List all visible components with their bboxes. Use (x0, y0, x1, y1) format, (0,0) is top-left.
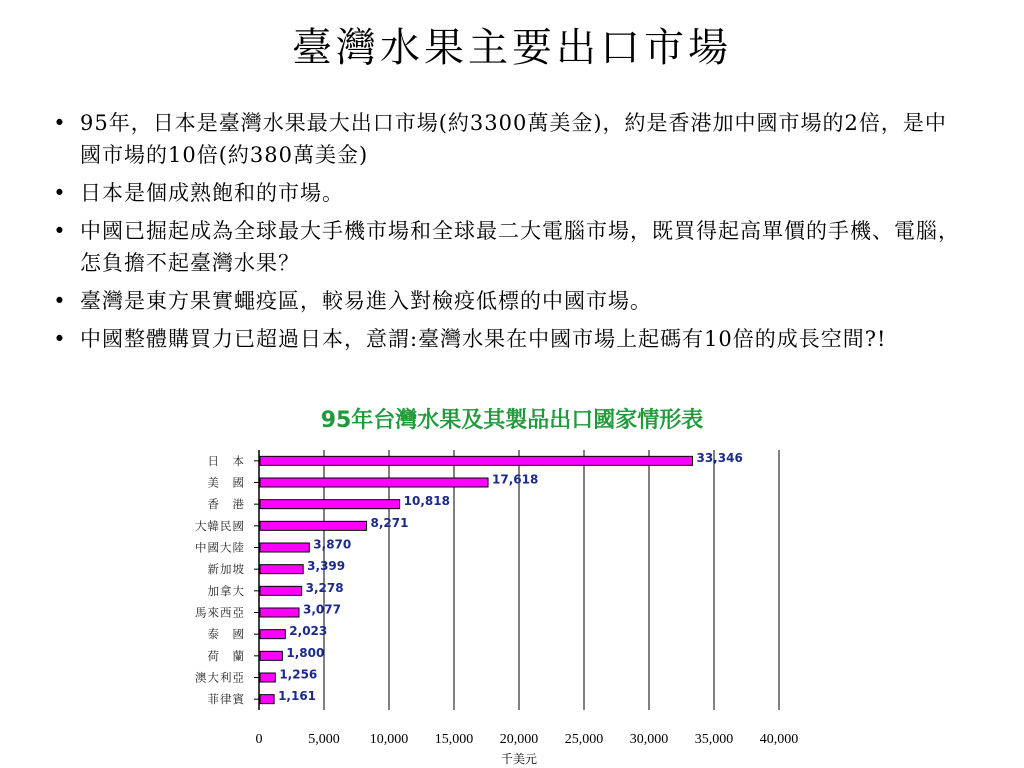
bullet-text: 中國整體購買力已超過日本，意謂:臺灣水果在中國市場上起碼有10倍的成長空間?! (80, 327, 887, 351)
x-axis-label: 千美元 (500, 752, 538, 766)
bullet-text: 日本是個成熟飽和的市場。 (80, 181, 344, 205)
data-label: 33,346 (696, 450, 743, 465)
category-label: 美 國 (207, 475, 245, 490)
x-tick-label: 10,000 (369, 732, 409, 747)
category-label: 澳大利亞 (195, 670, 245, 685)
bar (260, 695, 274, 704)
data-label: 3,278 (305, 580, 344, 595)
bullet-dot-icon: • (53, 289, 67, 313)
bullet-dot-icon: • (53, 111, 67, 135)
data-label: 1,800 (286, 645, 325, 660)
bullet-dot-icon: • (53, 327, 67, 351)
bar (260, 586, 302, 595)
bar (260, 673, 275, 682)
bar (260, 630, 285, 639)
bar (260, 521, 367, 530)
x-tick-label: 40,000 (759, 732, 799, 747)
data-label: 8,271 (370, 515, 409, 530)
bullet-dot-icon: • (53, 219, 67, 243)
data-label: 2,023 (289, 624, 328, 639)
data-label: 3,870 (313, 537, 352, 552)
x-tick-label: 5,000 (308, 732, 340, 747)
category-label: 泰 國 (207, 627, 245, 642)
data-label: 10,818 (403, 494, 450, 509)
category-label: 馬來西亞 (195, 605, 245, 620)
category-label: 大韓民國 (195, 518, 245, 533)
bar (260, 608, 299, 617)
x-tick-label: 20,000 (499, 732, 539, 747)
category-label: 菲律賓 (207, 692, 245, 707)
x-tick-label: 30,000 (629, 732, 669, 747)
slide-title: 臺灣水果主要出口市場 (292, 25, 732, 71)
x-tick-label: 25,000 (564, 732, 604, 747)
data-label: 3,077 (303, 602, 341, 617)
bullet-text: 中國已掘起成為全球最大手機市場和全球最二大電腦市場，既買得起高單價的手機、電腦，怎負擔不起臺灣水果？ (80, 219, 960, 275)
bullet-text: 臺灣是東方果實蠅疫區，較易進入對檢疫低標的中國市場。 (80, 289, 652, 313)
category-label: 日 本 (207, 453, 245, 468)
category-label: 荷 蘭 (207, 648, 245, 663)
category-label: 加拿大 (207, 583, 245, 598)
bar (260, 543, 309, 552)
category-label: 香 港 (207, 497, 245, 512)
bullet-text: 95年，日本是臺灣水果最大出口市場(約3300萬美金)，約是香港加中國市場的2倍，是中國市場的10倍(約380萬美金) (80, 111, 947, 167)
bar (260, 565, 303, 574)
chart-title: 95年台灣水果及其製品出口國家情形表 (320, 408, 704, 433)
data-label: 3,399 (307, 559, 346, 574)
data-label: 1,161 (278, 689, 317, 704)
x-tick-label: 35,000 (694, 732, 734, 747)
bar (260, 478, 488, 487)
data-label: 1,256 (279, 667, 318, 682)
x-tick-label: 0 (255, 732, 263, 747)
bar (260, 651, 282, 660)
x-tick-label: 15,000 (434, 732, 474, 747)
category-label: 中國大陸 (195, 540, 245, 555)
category-label: 新加坡 (207, 562, 245, 577)
bar (260, 500, 400, 509)
data-label: 17,618 (492, 472, 539, 487)
bullet-dot-icon: • (53, 181, 67, 205)
bar (260, 456, 692, 465)
